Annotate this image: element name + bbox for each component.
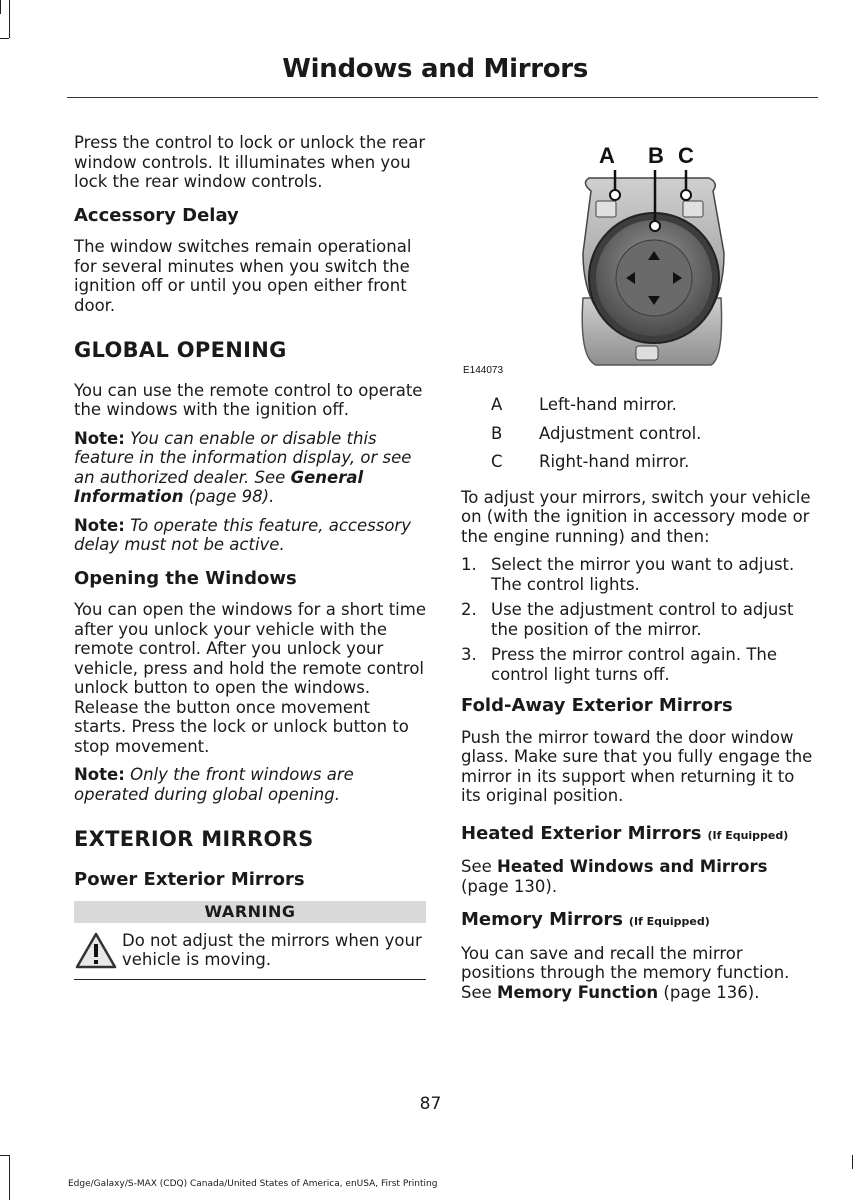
- heated-mirrors-reference: [461, 857, 815, 896]
- warning-triangle-icon: [74, 931, 118, 971]
- crop-mark: [0, 1155, 9, 1156]
- legend-item: [461, 424, 815, 444]
- power-exterior-mirrors-heading: Power Exterior Mirrors: [74, 868, 305, 890]
- adjust-steps: [461, 555, 815, 684]
- figure-legend: [461, 395, 815, 472]
- left-column: [74, 133, 426, 980]
- warning-box: [74, 923, 426, 980]
- opening-windows-text: You can open the windows for a short time after you unlock your vehicle with the remote control. After you unlock your vehicle, press and hold the remote control unlock button to open the windows. Release the button once movement starts. Press the lock or unlock button to stop movement.: [74, 600, 426, 756]
- note-label: Note:: [74, 515, 125, 535]
- edition-footer: Edge/Galaxy/S-MAX (CDQ) Canada/United States of America, enUSA, First Printing: [68, 1179, 438, 1189]
- crop-mark: [852, 1155, 853, 1169]
- note-text: To operate this feature, accessory delay must not be active.: [74, 515, 411, 554]
- if-equipped-tag: (If Equipped): [707, 828, 789, 842]
- page-title: Windows and Mirrors: [282, 54, 588, 84]
- memory-text: You can save and recall the mirror positions through the memory function. See: [461, 943, 790, 1002]
- mirror-control-figure: [461, 133, 815, 395]
- heated-windows-link[interactable]: Heated Windows and Mirrors: [497, 857, 768, 876]
- memory-heading-text: Memory Mirrors: [461, 909, 623, 930]
- note-front-windows: [74, 765, 426, 804]
- legend-item: [461, 395, 815, 415]
- note-enable-feature: [74, 429, 426, 507]
- figure-code: E144073: [463, 365, 504, 376]
- intro-paragraph: Press the control to lock or unlock the rear window controls. It illuminates when you lock the rear window controls.: [74, 133, 426, 191]
- note-label: Note:: [74, 428, 125, 448]
- note-accessory-delay: [74, 516, 426, 555]
- memory-function-link[interactable]: Memory Function: [497, 982, 659, 1002]
- step-text: Use the adjustment control to adjust the position of the mirror.: [491, 600, 794, 639]
- crop-mark: [0, 38, 9, 39]
- note-text: Only the front windows are operated during global opening.: [74, 765, 354, 804]
- legend-text: Right-hand mirror.: [539, 452, 690, 471]
- legend-letter: B: [491, 423, 503, 443]
- exterior-mirrors-heading: EXTERIOR MIRRORS: [74, 827, 314, 851]
- legend-letter: A: [491, 395, 503, 414]
- step-text: Select the mirror you want to adjust. The control lights.: [491, 555, 795, 594]
- header-divider: [67, 97, 818, 98]
- step-item: [461, 555, 815, 594]
- memory-mirrors-text: [461, 944, 815, 1003]
- page-reference: (page 130).: [461, 876, 558, 896]
- step-item: [461, 645, 815, 684]
- see-text: See: [461, 857, 492, 876]
- right-column: [461, 133, 815, 1011]
- warning-text: Do not adjust the mirrors when your vehicle is moving.: [122, 930, 422, 969]
- step-text: Press the mirror control again. The control light turns off.: [491, 645, 778, 684]
- crop-mark: [9, 0, 10, 38]
- fold-away-text: Push the mirror toward the door window glass. Make sure that you fully engage the mirror in its support when returning it to its original position.: [461, 727, 813, 805]
- step-number: 3.: [461, 645, 477, 664]
- fold-away-heading: Fold-Away Exterior Mirrors: [461, 695, 733, 716]
- note-label: Note:: [74, 765, 125, 784]
- opening-windows-heading: Opening the Windows: [74, 567, 297, 589]
- memory-mirrors-heading: [461, 910, 815, 932]
- adjust-intro: To adjust your mirrors, switch your vehicle on (with the ignition in accessory mode or the engine running) and then:: [461, 487, 811, 546]
- crop-mark: [0, 0, 1, 14]
- label-c: C: [678, 143, 694, 168]
- accessory-delay-heading: Accessory Delay: [74, 204, 239, 226]
- step-number: 2.: [461, 600, 477, 619]
- warning-title: WARNING: [74, 901, 426, 923]
- legend-item: [461, 452, 815, 472]
- global-opening-heading: GLOBAL OPENING: [74, 338, 287, 362]
- page-reference: (page 98).: [188, 487, 275, 506]
- heated-mirrors-heading: [461, 824, 815, 846]
- accessory-delay-text: The window switches remain operational for several minutes when you switch the ignition off or until you open either front door.: [74, 237, 412, 315]
- legend-text: Left-hand mirror.: [539, 395, 677, 414]
- page-number: 87: [419, 1094, 442, 1114]
- label-a: A: [599, 143, 615, 168]
- legend-letter: C: [491, 452, 503, 471]
- page-reference: (page 136).: [663, 982, 760, 1002]
- label-b: B: [648, 143, 664, 168]
- heated-heading-text: Heated Exterior Mirrors: [461, 822, 702, 844]
- if-equipped-tag: (If Equipped): [628, 915, 710, 928]
- step-item: [461, 600, 815, 639]
- global-opening-text: You can use the remote control to operate the windows with the ignition off.: [74, 380, 423, 419]
- crop-mark: [9, 1155, 10, 1200]
- general-information-link[interactable]: General Information: [74, 467, 364, 506]
- legend-text: Adjustment control.: [539, 423, 702, 443]
- note-text: You can enable or disable this feature in the information display, or see an authorized dealer. See: [74, 428, 412, 487]
- step-number: 1.: [461, 555, 477, 574]
- mirror-control-illustration: [461, 133, 815, 395]
